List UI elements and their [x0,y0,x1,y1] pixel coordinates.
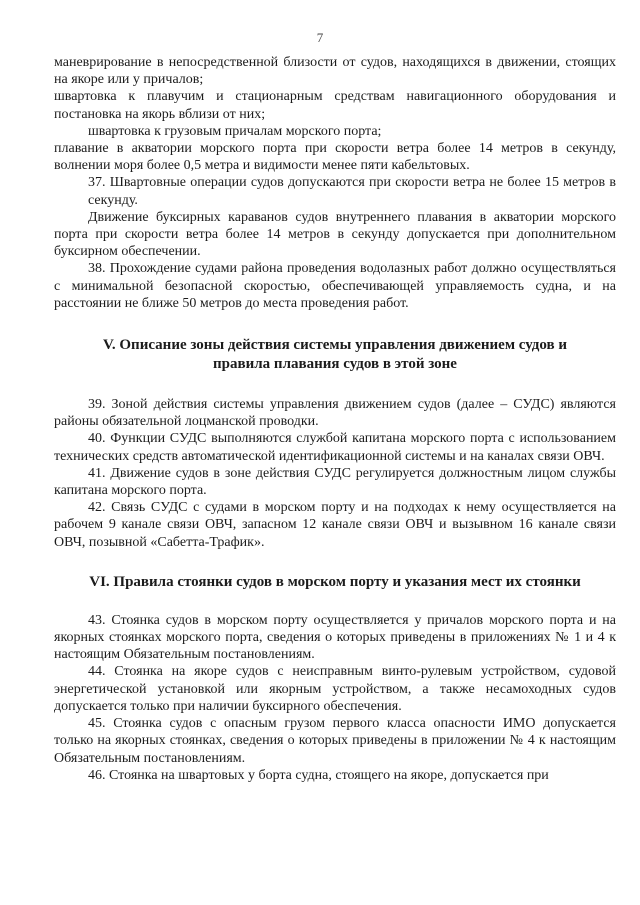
section-6-heading [54,573,616,592]
paragraph-41: 41. Движение судов в зоне действия СУДС регулируется должностным лицом службы капитана морского порта. [54,465,616,499]
paragraph-45: 45. Стоянка судов с опасным грузом первого класса опасности ИМО допускается только на якорных стоянках, сведения о которых приведены в приложении № 4 к настоящим Обязательным постановлениям. [54,716,616,766]
section-5-title-line-2: правила плавания судов в этой зоне [213,356,457,373]
paragraph-mooring-cargo: швартовка к грузовым причалам морского порта; [88,123,382,139]
paragraph-43: 43. Стоянка судов в морском порту осуществляется у причалов морского порта и на якорных стоянках морского порта, сведения о которых приведены в приложениях № 1 и 4 к настоящим Обязательным постановлениям. [54,612,616,663]
paragraph-mooring-navigation: швартовка к плавучим и стационарным средствам навигационного оборудования и постановка на якорь вблизи от них; [54,89,616,122]
paragraph-37: 37. Швартовные операции судов допускаются при скорости ветра не более 15 метров в секунду. [88,175,616,208]
paragraph-39: 39. Зоной действия системы управления движением судов (далее – СУДС) являются районы обязательной лоцманской проводки. [54,397,616,430]
section-5-title-line-1: V. Описание зоны действия системы управления движением судов и [102,337,568,354]
paragraph-42: 42. Связь СУДС с судами в морском порту и на подходах к нему осуществляется на рабочем 9 канале связи ОВЧ, запасном 12 канале связи ОВЧ и вызывном 16 канале связи ОВЧ, позывной «Сабетта-Трафик». [54,500,616,550]
paragraph-tow-caravans: Движение буксирных караванов судов внутреннего плавания в акватории морского порта при скорости ветра более 14 метров в секунду допускается при дополнительном буксирном обеспечении. [54,209,616,260]
paragraph-44: 44. Стоянка на якоре судов с неисправным винто-рулевым устройством, судовой энергетической установкой или якорным устройством, а также несамоходных судов допускается только при наличии буксирного обеспечения. [54,664,616,714]
paragraph-38: 38. Прохождение судами района проведения водолазных работ должно осуществляться с минимальной безопасной скоростью, обеспечивающей управляемость судна, и на расстоянии не ближе 50 метров до места проведения работ. [54,261,616,311]
section-5-heading [54,336,616,374]
paragraph-navigation-wind: плавание в акватории морского порта при скорости ветра более 14 метров в секунду, волнении моря более 0,5 метра и видимости менее пяти кабельтовых. [54,141,616,174]
section-6-title: VI. Правила стоянки судов в морском порту и указания мест их стоянки [89,573,581,590]
paragraph-40: 40. Функции СУДС выполняются службой капитана морского порта с использованием технических средств автоматической идентификационной системы и на каналах связи ОВЧ. [54,431,616,464]
paragraph-maneuvering: маневрирование в непосредственной близости от судов, находящихся в движении, стоящих на якоре или у причалов; [54,55,616,88]
page-content [54,54,616,784]
paragraph-46: 46. Стоянка на швартовых у борта судна, стоящего на якоре, допускается при [88,767,549,783]
page-number: 7 [316,30,324,45]
